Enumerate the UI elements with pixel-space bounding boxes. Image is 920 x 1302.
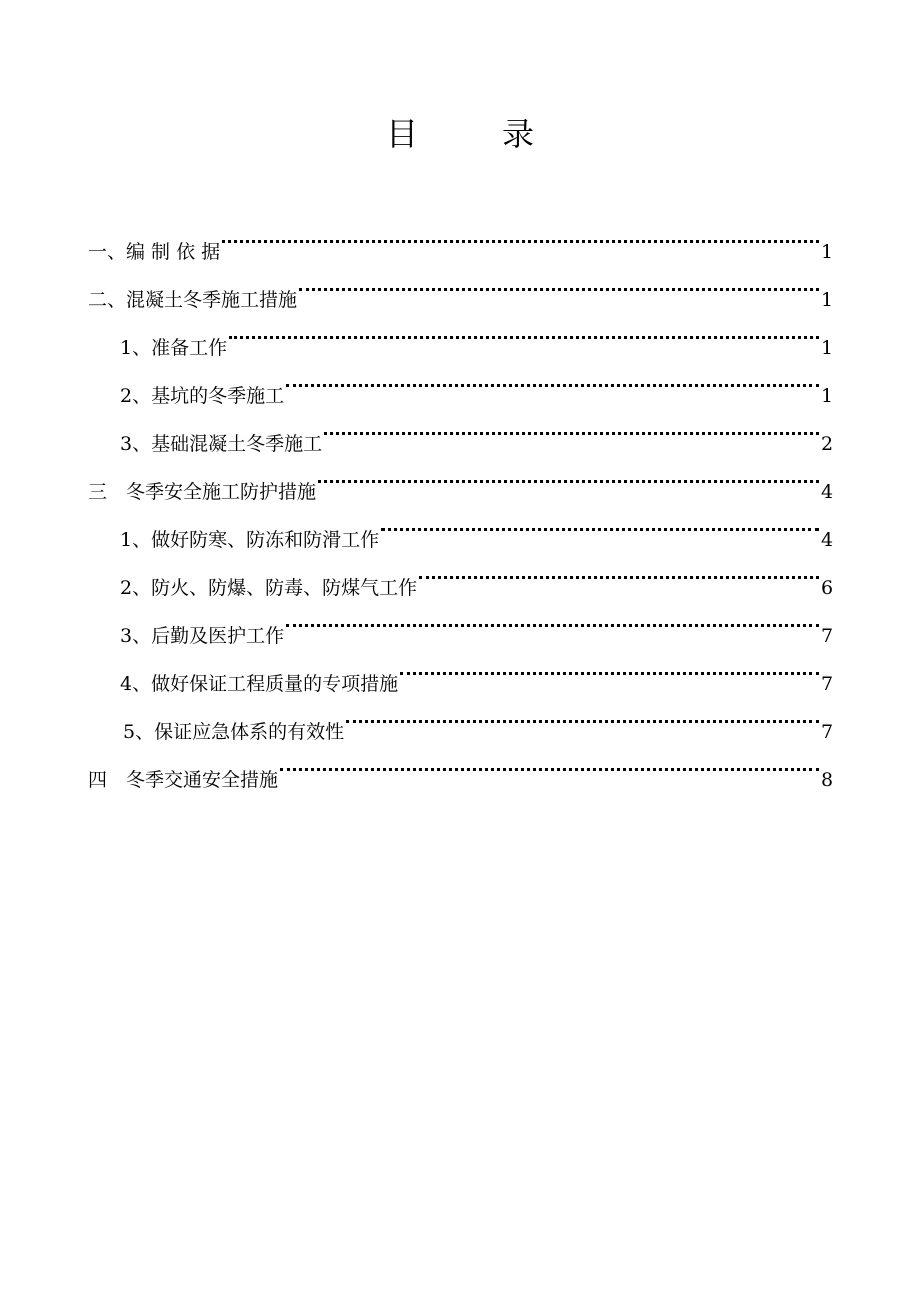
toc-page-number: 4 bbox=[821, 481, 834, 503]
toc-entry-label: 2、防火、防爆、防毒、防煤气工作 bbox=[120, 577, 418, 599]
toc-dot-leader bbox=[299, 258, 819, 306]
toc-dot-leader bbox=[419, 546, 819, 594]
toc-page-number: 1 bbox=[821, 385, 834, 407]
toc-entry-label: 四 冬季交通安全措施 bbox=[88, 769, 279, 791]
toc-page-number: 7 bbox=[821, 625, 834, 647]
toc-page-number: 8 bbox=[821, 769, 834, 791]
toc-page-number: 7 bbox=[821, 673, 834, 695]
page-title bbox=[0, 112, 920, 156]
toc-page-number: 1 bbox=[821, 241, 834, 263]
toc-dot-leader bbox=[222, 210, 819, 258]
toc-dot-leader bbox=[286, 594, 819, 642]
toc-entry-label: 三 冬季安全施工防护措施 bbox=[88, 481, 317, 503]
toc-dot-leader bbox=[280, 738, 819, 786]
toc-dot-leader bbox=[286, 354, 819, 402]
title-char-right: 录 bbox=[502, 115, 535, 153]
toc-dot-leader bbox=[346, 690, 819, 738]
toc-entry-label: 二、混凝土冬季施工措施 bbox=[88, 289, 298, 311]
toc-entry-label: 1、做好防寒、防冻和防滑工作 bbox=[120, 529, 380, 551]
toc-entry-label: 3、后勤及医护工作 bbox=[120, 625, 285, 647]
toc-entry-label: 3、基础混凝土冬季施工 bbox=[120, 433, 323, 455]
toc-entry-basis[interactable] bbox=[88, 210, 834, 263]
toc-entry-label: 2、基坑的冬季施工 bbox=[120, 385, 285, 407]
toc-page-number: 1 bbox=[821, 337, 834, 359]
toc-dot-leader bbox=[381, 498, 819, 546]
title-char-left: 目 bbox=[385, 115, 418, 153]
toc-page-number: 4 bbox=[821, 529, 834, 551]
toc-entry-label: 1、准备工作 bbox=[120, 337, 228, 359]
toc-dot-leader bbox=[318, 450, 819, 498]
toc-page-number: 7 bbox=[821, 721, 834, 743]
toc-entry-label: 一、编 制 依 据 bbox=[88, 241, 221, 263]
table-of-contents bbox=[88, 210, 834, 791]
toc-dot-leader bbox=[400, 642, 819, 690]
toc-page-number: 1 bbox=[821, 289, 834, 311]
toc-dot-leader bbox=[324, 402, 819, 450]
toc-dot-leader bbox=[229, 306, 819, 354]
toc-page-number: 6 bbox=[821, 577, 834, 599]
toc-entry-label: 5、保证应急体系的有效性 bbox=[123, 721, 345, 743]
toc-page-number: 2 bbox=[821, 433, 834, 455]
toc-entry-label: 4、做好保证工程质量的专项措施 bbox=[120, 673, 399, 695]
